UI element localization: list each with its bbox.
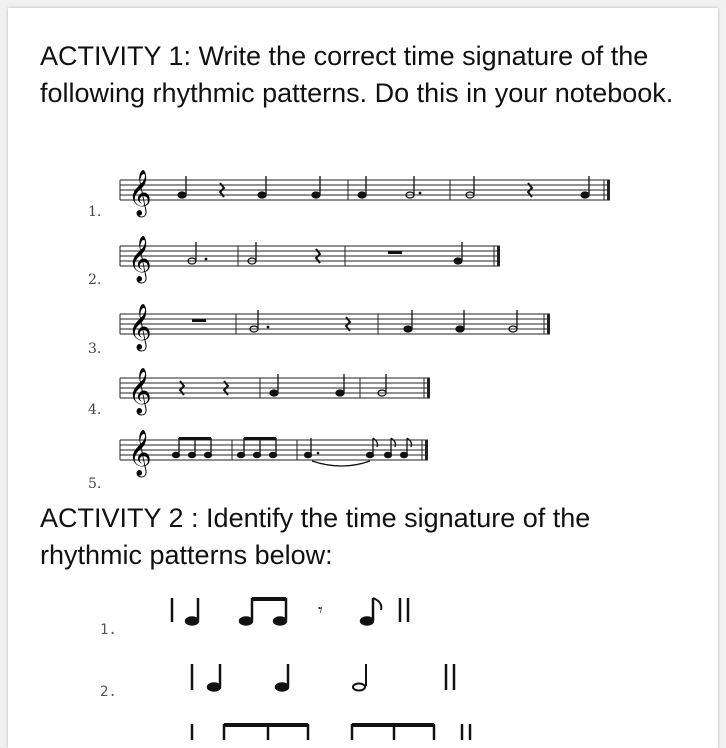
treble-clef-icon: 𝄞	[128, 170, 152, 216]
eighth-rest-icon: 𝄾	[318, 600, 323, 621]
rhythm-pattern-1	[168, 592, 428, 632]
rhythm-staff-3	[120, 302, 560, 352]
exercise-number: 1.	[100, 622, 117, 638]
exercise-number: 1.	[88, 204, 102, 220]
treble-clef-icon: 𝄞	[128, 236, 152, 282]
rhythm-staff-4	[120, 366, 440, 416]
rhythm-staff-1	[120, 168, 620, 218]
rhythm-staff-5	[120, 428, 440, 478]
exercise-number: 2.	[100, 684, 117, 700]
activity-1-heading: ACTIVITY 1: Write the correct time signature of the following rhythmic patterns. Do this in your notebook.	[40, 41, 674, 108]
exercise-number: 3.	[88, 341, 102, 357]
rhythm-pattern-3	[178, 720, 478, 740]
rhythm-pattern-2	[178, 658, 478, 698]
worksheet-page	[8, 8, 718, 748]
exercise-number: 4.	[88, 402, 102, 418]
treble-clef-icon: 𝄞	[128, 304, 152, 350]
exercise-number: 2.	[88, 272, 102, 288]
activity-2-heading: ACTIVITY 2 : Identify the time signature of the rhythmic patterns below:	[40, 503, 591, 570]
treble-clef-icon: 𝄞	[128, 430, 152, 476]
treble-clef-icon: 𝄞	[128, 368, 152, 414]
rhythm-staff-2	[120, 234, 520, 284]
exercise-number: 5.	[88, 476, 102, 492]
